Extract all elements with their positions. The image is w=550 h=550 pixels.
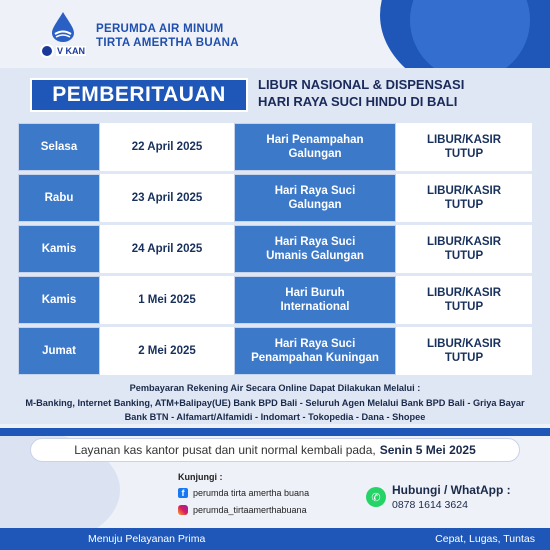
water-drop-icon bbox=[47, 10, 79, 42]
subtitle-line1: LIBUR NASIONAL & DISPENSASI bbox=[258, 77, 465, 92]
event-line2: International bbox=[280, 301, 350, 313]
table-row bbox=[18, 123, 532, 171]
whatsapp-icon: ✆ bbox=[366, 487, 386, 507]
notice-text: Layanan kas kantor pusat dan unit normal kembali pada, bbox=[74, 443, 376, 457]
kan-badge-icon: V KAN bbox=[57, 46, 86, 56]
divider bbox=[0, 428, 550, 436]
date-cell: 22 April 2025 bbox=[100, 123, 234, 171]
instagram-icon bbox=[178, 505, 188, 515]
date-cell: 24 April 2025 bbox=[100, 225, 234, 273]
brand-line2: TIRTA AMERTHA BUANA bbox=[96, 37, 239, 49]
table-row bbox=[18, 174, 532, 222]
status-line1: LIBUR/KASIR bbox=[426, 236, 502, 248]
event-line2: Galungan bbox=[288, 199, 342, 211]
day-cell: Rabu bbox=[18, 174, 100, 222]
event-line1: Hari Raya Suci bbox=[274, 185, 356, 197]
social-links bbox=[178, 472, 309, 522]
facebook-icon: f bbox=[178, 488, 188, 498]
company-logo bbox=[40, 10, 86, 62]
facebook-handle: perumda tirta amertha buana bbox=[193, 488, 310, 498]
whatsapp-number: 0878 1614 3624 bbox=[392, 499, 468, 511]
status-line1: LIBUR/KASIR bbox=[426, 338, 502, 350]
holiday-table bbox=[18, 120, 532, 378]
status-line2: TUTUP bbox=[444, 352, 484, 364]
event-cell bbox=[234, 327, 396, 375]
day-cell: Kamis bbox=[18, 276, 100, 324]
page-title: PEMBERITAUAN bbox=[30, 78, 248, 112]
subtitle-line2: HARI RAYA SUCI HINDU DI BALI bbox=[258, 94, 458, 109]
event-line1: Hari Raya Suci bbox=[274, 338, 356, 350]
whatsapp-contact[interactable] bbox=[366, 483, 511, 511]
event-line1: Hari Penampahan bbox=[266, 134, 364, 146]
event-line2: Penampahan Kuningan bbox=[251, 352, 379, 364]
status-line2: TUTUP bbox=[444, 301, 484, 313]
status-line1: LIBUR/KASIR bbox=[426, 287, 502, 299]
date-cell: 2 Mei 2025 bbox=[100, 327, 234, 375]
status-cell bbox=[396, 174, 532, 222]
status-line2: TUTUP bbox=[444, 199, 484, 211]
whatsapp-label: Hubungi / WhatApp : bbox=[392, 483, 511, 497]
status-cell bbox=[396, 327, 532, 375]
day-cell: Kamis bbox=[18, 225, 100, 273]
payment-line3: Bank BTN - Alfamart/Alfamidi - Indomart - Tokopedia - Dana - Shopee bbox=[124, 412, 426, 422]
facebook-link[interactable] bbox=[178, 488, 309, 498]
event-cell bbox=[234, 123, 396, 171]
header bbox=[40, 8, 239, 64]
table-row bbox=[18, 276, 532, 324]
payment-info bbox=[10, 381, 540, 425]
brand-line1: PERUMDA AIR MINUM bbox=[96, 23, 224, 35]
status-cell bbox=[396, 225, 532, 273]
status-cell bbox=[396, 276, 532, 324]
social-label: Kunjungi : bbox=[178, 472, 223, 482]
payment-line1: Pembayaran Rekening Air Secara Online Dapat Dilakukan Melalui : bbox=[129, 383, 421, 393]
instagram-link[interactable] bbox=[178, 505, 309, 515]
day-cell: Selasa bbox=[18, 123, 100, 171]
footer-right: Cepat, Lugas, Tuntas bbox=[435, 533, 535, 545]
footer-left: Menuju Pelayanan Prima bbox=[88, 533, 206, 545]
event-cell bbox=[234, 174, 396, 222]
footer bbox=[0, 528, 550, 550]
payment-line2: M-Banking, Internet Banking, ATM+Balipay(UE) Bank BPD Bali - Seluruh Agen Melalui Bank BPD Bali - Griya Bayar bbox=[25, 397, 525, 408]
status-line2: TUTUP bbox=[444, 148, 484, 160]
badge-icon bbox=[40, 44, 54, 58]
subtitle bbox=[258, 76, 464, 110]
event-cell bbox=[234, 276, 396, 324]
event-line1: Hari Raya Suci bbox=[274, 236, 356, 248]
status-cell bbox=[396, 123, 532, 171]
date-cell: 23 April 2025 bbox=[100, 174, 234, 222]
event-line2: Umanis Galungan bbox=[266, 250, 364, 262]
day-cell: Jumat bbox=[18, 327, 100, 375]
status-line2: TUTUP bbox=[444, 250, 484, 262]
event-line2: Galungan bbox=[288, 148, 342, 160]
status-line1: LIBUR/KASIR bbox=[426, 134, 502, 146]
brand-name bbox=[96, 22, 239, 50]
table-row bbox=[18, 327, 532, 375]
table-row bbox=[18, 225, 532, 273]
instagram-handle: perumda_tirtaamerthabuana bbox=[193, 505, 307, 515]
status-line1: LIBUR/KASIR bbox=[426, 185, 502, 197]
notice-bar bbox=[30, 438, 520, 462]
event-line1: Hari Buruh bbox=[285, 287, 345, 299]
event-cell bbox=[234, 225, 396, 273]
date-cell: 1 Mei 2025 bbox=[100, 276, 234, 324]
notice-date: Senin 5 Mei 2025 bbox=[379, 443, 476, 457]
